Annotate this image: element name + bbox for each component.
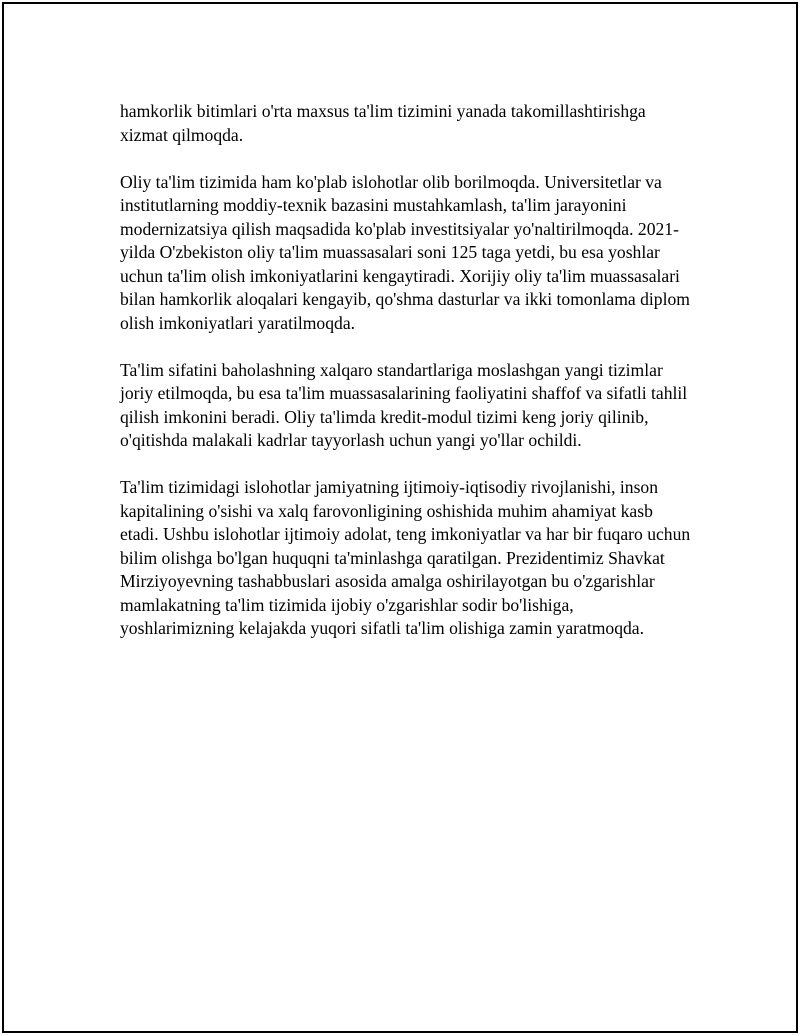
- paragraph: hamkorlik bitimlari o'rta maxsus ta'lim tizimini yanada takomillashtirishga xizmat qilmoqda.: [120, 101, 646, 145]
- document-body: [120, 100, 692, 664]
- document-page: [2, 2, 798, 1033]
- paragraph: Oliy ta'lim tizimida ham ko'plab islohotlar olib borilmoqda. Universitetlar va institutlarning moddiy-texnik bazasini mustahkamlash, ta'lim jarayonini modernizatsiya qilish maqsadida ko'plab investitsiyalar yo'naltirilmoqda. 2021-yilda O'zbekiston oliy ta'lim muassasalari soni 125 taga yetdi, bu esa yoshlar uchun ta'lim olish imkoniyatlarini kengaytiradi. Xorijiy oliy ta'lim muassasalari bilan hamkorlik aloqalari kengayib, qo'shma dasturlar va ikki tomonlama diplom olish imkoniyatlari yaratilmoqda.: [120, 171, 690, 333]
- paragraph: Ta'lim tizimidagi islohotlar jamiyatning ijtimoiy-iqtisodiy rivojlanishi, inson kapitalining o'sishi va xalq farovonligining oshishida muhim ahamiyat kasb etadi. Ushbu islohotlar ijtimoiy adolat, teng imkoniyatlar va har bir fuqaro uchun bilim olishga bo'lgan huquqni ta'minlashga qaratilgan. Prezidentimiz Shavkat Mirziyoyevning tashabbuslari asosida amalga oshirilayotgan bu o'zgarishlar mamlakatning ta'lim tizimida ijobiy o'zgarishlar sodir bo'lishiga, yoshlarimizning kelajakda yuqori sifatli ta'lim olishiga zamin yaratmoqda.: [120, 477, 691, 638]
- paragraph: Ta'lim sifatini baholashning xalqaro standartlariga moslashgan yangi tizimlar joriy etilmoqda, bu esa ta'lim muassasalarining faoliyatini shaffof va sifatli tahlil qilish imkonini beradi. Oliy ta'limda kredit-modul tizimi keng joriy qilinib, o'qitishda malakali kadrlar tayyorlash uchun yangi yo'llar ochildi.: [120, 359, 688, 450]
